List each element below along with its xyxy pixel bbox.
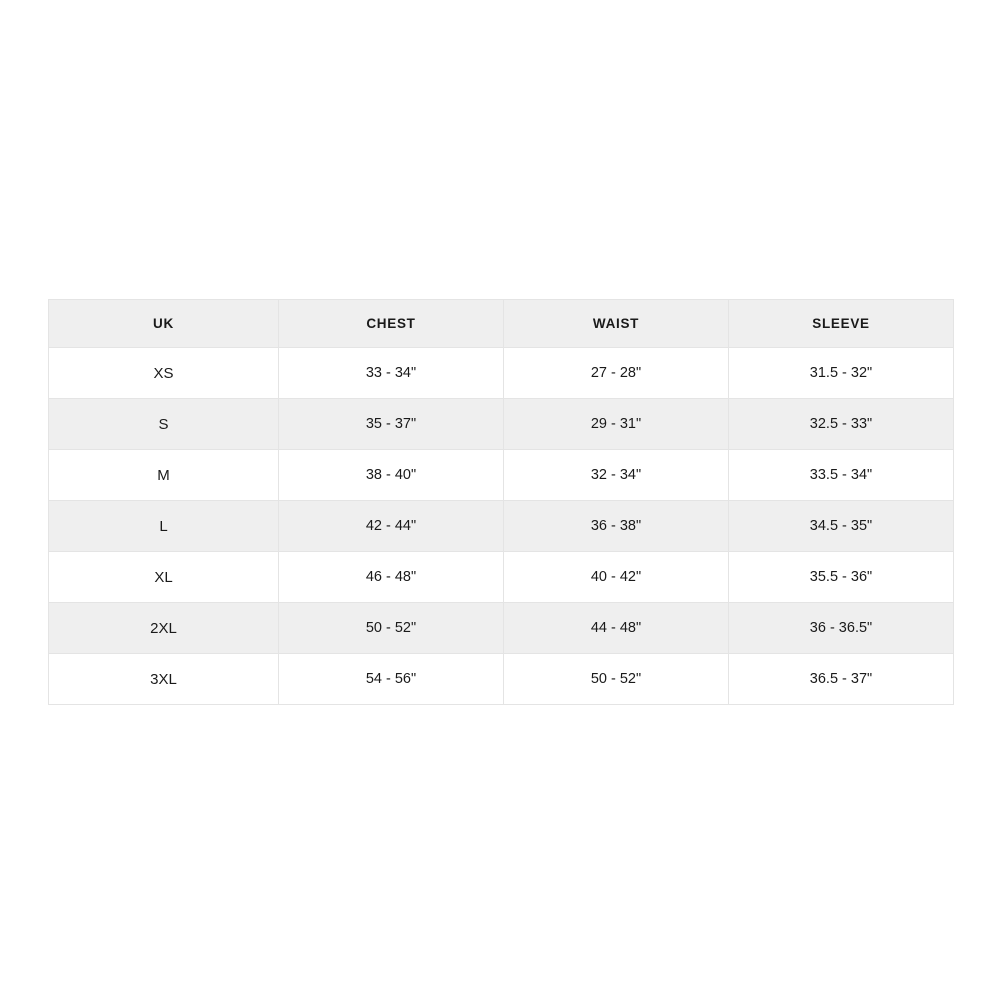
cell-waist: 36 - 38" [504,501,729,552]
column-header-uk: UK [49,300,279,348]
column-header-chest: CHEST [279,300,504,348]
cell-uk: S [49,399,279,450]
table-body [49,348,954,705]
cell-sleeve: 34.5 - 35" [729,501,954,552]
column-header-sleeve: SLEEVE [729,300,954,348]
size-chart-table [48,299,954,705]
cell-uk: M [49,450,279,501]
cell-waist: 27 - 28" [504,348,729,399]
cell-waist: 29 - 31" [504,399,729,450]
table-row [49,399,954,450]
cell-uk: 3XL [49,654,279,705]
cell-waist: 50 - 52" [504,654,729,705]
cell-uk: L [49,501,279,552]
cell-chest: 35 - 37" [279,399,504,450]
cell-sleeve: 36.5 - 37" [729,654,954,705]
cell-uk: XS [49,348,279,399]
table-row [49,654,954,705]
size-chart-container [48,299,953,705]
cell-sleeve: 35.5 - 36" [729,552,954,603]
cell-waist: 44 - 48" [504,603,729,654]
header-row [49,300,954,348]
cell-sleeve: 32.5 - 33" [729,399,954,450]
cell-chest: 33 - 34" [279,348,504,399]
cell-chest: 54 - 56" [279,654,504,705]
cell-waist: 32 - 34" [504,450,729,501]
table-row [49,501,954,552]
table-row [49,552,954,603]
cell-chest: 42 - 44" [279,501,504,552]
table-row [49,450,954,501]
cell-chest: 38 - 40" [279,450,504,501]
table-header [49,300,954,348]
cell-chest: 46 - 48" [279,552,504,603]
column-header-waist: WAIST [504,300,729,348]
table-row [49,348,954,399]
cell-uk: XL [49,552,279,603]
cell-sleeve: 36 - 36.5" [729,603,954,654]
cell-waist: 40 - 42" [504,552,729,603]
cell-sleeve: 33.5 - 34" [729,450,954,501]
cell-chest: 50 - 52" [279,603,504,654]
table-row [49,603,954,654]
cell-uk: 2XL [49,603,279,654]
cell-sleeve: 31.5 - 32" [729,348,954,399]
